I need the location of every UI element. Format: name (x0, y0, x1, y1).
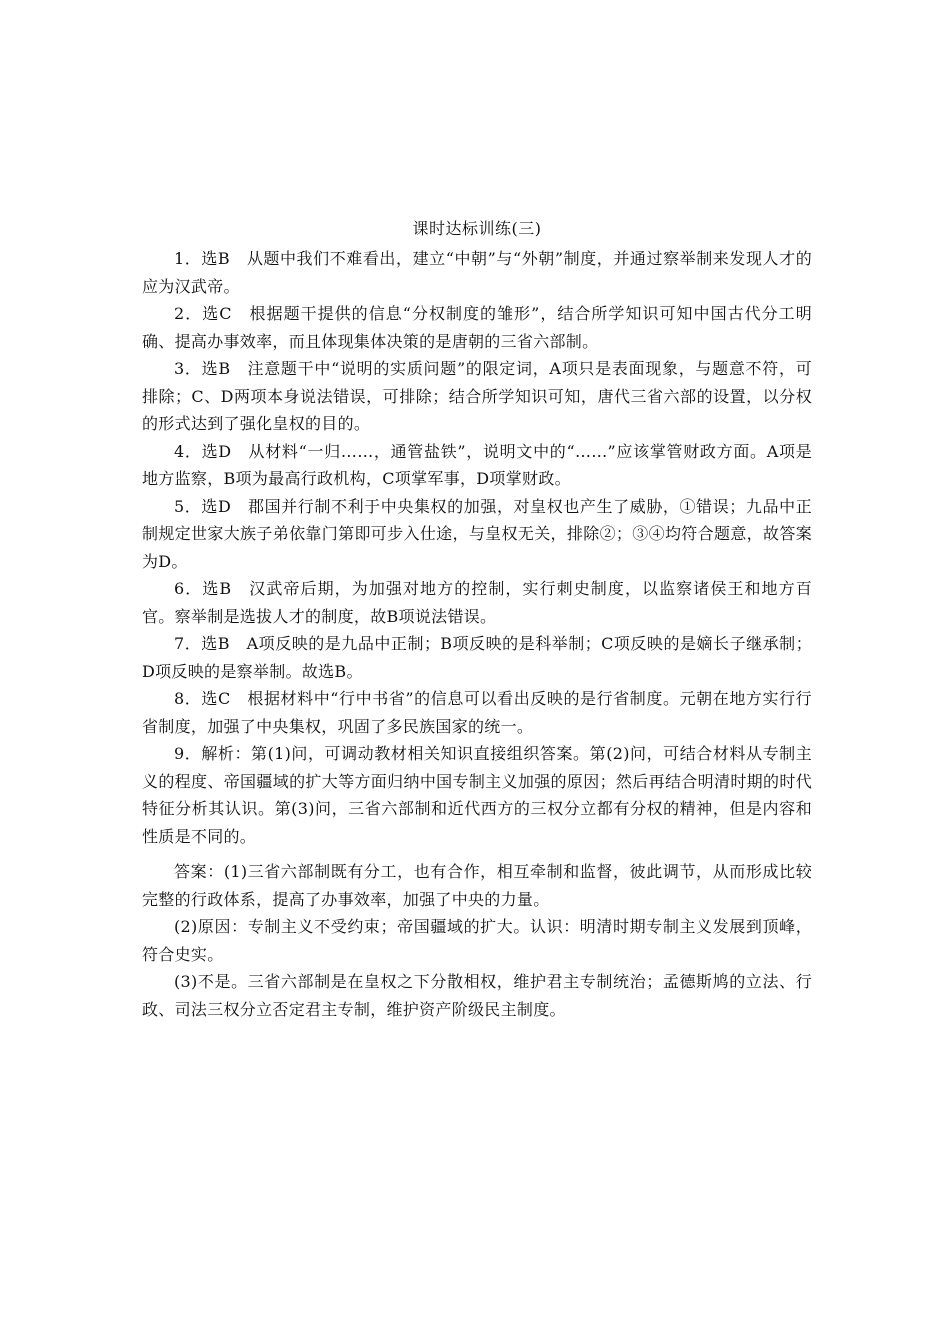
answer-item-9-analysis: 9．解析：第(1)问，可调动教材相关知识直接组织答案。第(2)问，可结合材料从专制主义的程度、帝国疆域的扩大等方面归纳中国专制主义加强的原因；然后再结合明清时期的时代特征分析其认识。第(3)问，三省六部制和近代西方的三权分立都有分权的精神，但是内容和性质是不同的。 (142, 744, 812, 846)
answer-item-7: 7．选B A项反映的是九品中正制；B项反映的是科举制；C项反映的是嫡长子继承制；D项反映的是察举制。故选B。 (142, 634, 812, 681)
answer-item-2: 2．选C 根据题干提供的信息“分权制度的雏形”，结合所学知识可知中国古代分工明确、提高办事效率，而且体现集体决策的是唐朝的三省六部制。 (142, 304, 812, 351)
document-page (142, 215, 812, 1023)
answer-item-4: 4．选D 从材料“一归……，通管盐铁”，说明文中的“……”应该掌管财政方面。A项是地方监察，B项为最高行政机构，C项掌军事，D项掌财政。 (142, 441, 812, 488)
answer-item-8: 8．选C 根据材料中“行中书省”的信息可以看出反映的是行省制度。元朝在地方实行行省制度，加强了中央集权，巩固了多民族国家的统一。 (142, 689, 812, 736)
answer-item-5: 5．选D 郡国并行制不利于中央集权的加强，对皇权也产生了威胁，①错误；九品中正制规定世家大族子弟依靠门第即可步入仕途，与皇权无关，排除②；③④均符合题意，故答案为D。 (142, 496, 812, 571)
answer-item-3: 3．选B 注意题干中“说明的实质问题”的限定词，A项只是表面现象，与题意不符，可排除；C、D两项本身说法错误，可排除；结合所学知识可知，唐代三省六部的设置，以分权的形式达到了强化皇权的目的。 (142, 359, 812, 433)
answer-9-part-3: (3)不是。三省六部制是在皇权之下分散相权，维护君主专制统治；孟德斯鸠的立法、行政、司法三权分立否定君主专制，维护资产阶级民主制度。 (142, 972, 812, 1019)
answer-9-part-2: (2)原因：专制主义不受约束；帝国疆域的扩大。认识：明清时期专制主义发展到顶峰，符合史实。 (142, 917, 812, 964)
answer-item-6: 6．选B 汉武帝后期，为加强对地方的控制，实行刺史制度，以监察诸侯王和地方百官。察举制是选拔人才的制度，故B项说法错误。 (142, 579, 812, 626)
page-title: 课时达标训练(三) (412, 219, 542, 238)
answer-9-part-1: 答案：(1)三省六部制既有分工，也有合作，相互牵制和监督，彼此调节，从而形成比较完整的行政体系，提高了办事效率，加强了中央的力量。 (142, 862, 812, 909)
answer-item-1: 1．选B 从题中我们不难看出，建立“中朝”与“外朝”制度，并通过察举制来发现人才的应为汉武帝。 (142, 249, 812, 296)
spacer (142, 850, 812, 858)
